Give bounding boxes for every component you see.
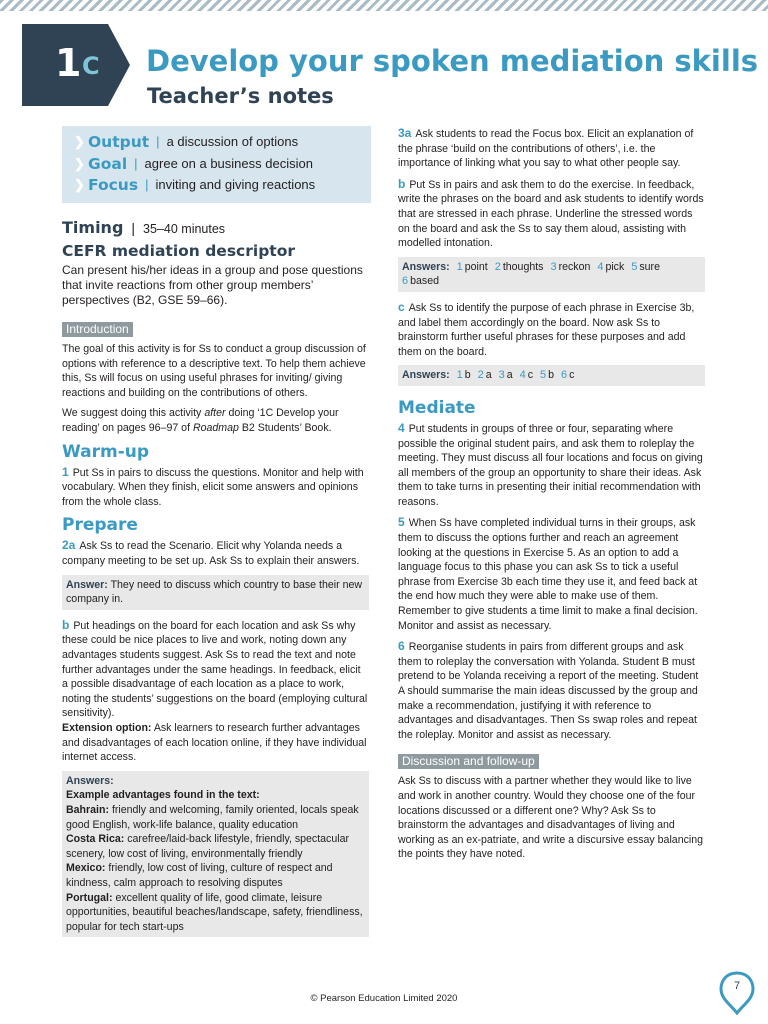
answer-number: 3 <box>550 260 557 273</box>
timing <box>62 217 369 237</box>
extension-option <box>62 721 369 765</box>
cefr-heading: CEFR mediation descriptor <box>62 242 295 261</box>
item-number: 5 <box>398 515 405 530</box>
answer-word: reckon <box>558 260 591 273</box>
lesson-row-goal <box>74 154 365 176</box>
warmup-heading: Warm-up <box>62 441 150 462</box>
item-3c <box>398 300 705 359</box>
page-subtitle: Teacher’s notes <box>147 84 334 108</box>
answer-letter: c <box>569 369 575 382</box>
extension-label: Extension option: <box>62 721 152 734</box>
answer-word: pick <box>605 260 625 273</box>
extension-text: Ask learners to research further advantages and disadvantages of each location online, if they have individual internet access. <box>62 721 367 764</box>
answer-entry <box>66 803 365 832</box>
answer-entry <box>66 891 365 935</box>
answers-label: Answers: <box>402 260 450 273</box>
item-text: Ask Ss to read the Scenario. Elicit why Yolanda needs a company meeting to be set up. Ask Ss to explain their answers. <box>62 540 360 568</box>
item-4 <box>398 421 705 510</box>
answer-word: based <box>410 275 439 288</box>
answer-number: 4 <box>519 369 526 382</box>
answer-letter: a <box>506 369 513 382</box>
answer-place: Bahrain: <box>66 803 109 816</box>
right-column <box>398 126 705 868</box>
item-text: Ask students to read the Focus box. Elicit an explanation of the phrase ‘build on the contributions of others’, i.e. the importance of linking what you say to what other people say. <box>398 128 694 170</box>
answers-subheading: Example advantages found in the text: <box>66 789 260 802</box>
discussion-text: Ask Ss to discuss with a partner whether they would like to live and work in another country. Would they choose one of the four locations discussed or a different one? Why? Ask Ss to brainstorm the advantages and disadvantages of living and working as an ex-patriate, and write a discursive essay balancing the points they have noted. <box>398 775 704 861</box>
answers-label: Answers: <box>66 774 114 787</box>
lesson-badge <box>22 24 130 106</box>
introduction-tag: Introduction <box>62 322 133 337</box>
divider: | <box>131 219 136 236</box>
answer-letter: a <box>485 369 492 382</box>
item-text: Put headings on the board for each location and ask Ss why these could be nice places to live and work, noting down any advantages students suggest. Ask Ss to read the text and note further advantages under the same headings. In feedback, elicit a possible disadvantage of each location as a place to work, noting the students’ suggestions on the board (employing cultural sensitivity). <box>62 619 368 720</box>
lesson-row-output <box>74 132 365 154</box>
answer-place: Portugal: <box>66 891 113 904</box>
cefr-text: Can present his/her ideas in a group and pose questions that invite reactions from other group members’ perspectives (B2, GSE 59–66). <box>62 263 363 308</box>
answer-number: 2 <box>477 369 484 382</box>
introduction-suggestion <box>62 406 369 435</box>
answer-number: 5 <box>631 260 638 273</box>
lesson-value: a discussion of options <box>166 134 299 150</box>
answer-place: Costa Rica: <box>66 833 125 846</box>
item-3b <box>398 177 705 251</box>
timing-value: 35–40 minutes <box>143 221 226 236</box>
intro-text-part: B2 Students’ Book. <box>238 422 332 435</box>
answer-number: 6 <box>402 275 409 288</box>
answer-letter: c <box>527 369 534 382</box>
timing-label: Timing <box>62 217 124 237</box>
lesson-label: Output <box>88 133 150 152</box>
answer-box-2a <box>62 575 369 610</box>
answer-letter: b <box>548 369 554 382</box>
mediate-heading: Mediate <box>398 397 476 418</box>
copyright: © Pearson Education Limited 2020 <box>310 993 458 1004</box>
intro-text-part: doing ‘1C Develop your reading’ on pages 96–97 of <box>62 407 339 435</box>
lesson-summary-box <box>62 126 371 203</box>
answer-box-2b <box>62 771 369 938</box>
page-number: 7 <box>733 980 741 992</box>
intro-book-title: Roadmap <box>192 422 239 435</box>
left-column <box>62 126 369 945</box>
item-3a <box>398 126 705 171</box>
answer-number: 6 <box>560 369 568 382</box>
answer-number: 5 <box>539 369 547 382</box>
answer-word: point <box>464 260 488 273</box>
introduction-text: The goal of this activity is for Ss to conduct a group discussion of options with reference to a descriptive text. To help them achieve this, Ss will focus on using useful phrases for inviting/ giving reactions and building on the contributions of others. <box>62 343 366 399</box>
item-number: 4 <box>398 420 405 435</box>
item-6 <box>398 639 705 742</box>
item-text: Put students in groups of three or four, separating where possible the original student pairs, and ask them to roleplay the meeting. They must discuss all four locations and focus on giving all members of the group an opportunity to share their ideas. Ask them to take turns in presenting their initial recommendation with reasons. <box>398 422 703 508</box>
prepare-heading: Prepare <box>62 515 138 536</box>
answer-number: 1 <box>456 369 463 382</box>
item-text: When Ss have completed individual turns in their groups, ask them to discuss the options further and reach an agreement looking at the questions in Exercise 5. As an option to add a language focus to this phase you can ask Ss to tick a useful phrase from Exercise 3b each time they use it, and feed back at the end how much they were able to make use of them. Remember to give students a time limit to make a final decision. Monitor and assist as necessary. <box>398 517 698 632</box>
answer-detail: carefree/laid-back lifestyle, friendly, spectacular scenery, low cost of living, environmentally friendly <box>66 833 350 860</box>
page-pin-icon <box>719 971 755 1015</box>
answer-box-3b <box>398 257 705 292</box>
item-number: 2a <box>62 538 76 553</box>
top-stripe <box>0 0 768 11</box>
answer-number: 1 <box>456 260 463 273</box>
answer-letter: b <box>464 369 471 382</box>
page-title: Develop your spoken mediation skills <box>146 44 759 78</box>
item-number: 1 <box>62 464 69 479</box>
item-5 <box>398 515 705 633</box>
divider: | <box>145 177 149 193</box>
item-text: Ask Ss to identify the purpose of each phrase in Exercise 3b, and label them accordingly on the board. Now ask Ss to brainstorm further useful phrases for these purposes and add them on the board. <box>398 301 695 358</box>
answer-number: 4 <box>597 260 604 273</box>
chevron-right-icon: ❯ <box>74 177 85 193</box>
answer-number: 3 <box>498 369 505 382</box>
badge-number: 1 <box>55 41 82 85</box>
prepare-item-b <box>62 618 369 721</box>
answer-entry <box>66 832 365 861</box>
answer-detail: friendly, low cost of living, culture of respect and kindness, calm approach to resolving disputes <box>66 862 333 889</box>
item-text: Put Ss in pairs and ask them to do the exercise. In feedback, write the phrases on the board and ask students to identify words that are stressed in each phrase. Underline the stressed words on the board and ask the Ss to say them aloud, assisting with modelled intonation. <box>398 178 704 250</box>
item-text: Reorganise students in pairs from different groups and ask them to roleplay the conversation with Yolanda. Student B must pretend to be Yolanda receiving a report of the meeting. Student A should summarise the main ideas discussed by the group and make a recommendation, justifying it with reference to advantages and disadvantages. Then Ss swap roles and repeat the roleplay. Monitor and assist as necessary. <box>398 641 699 741</box>
answer-place: Mexico: <box>66 862 106 875</box>
answer-entry <box>66 861 365 890</box>
item-number: b <box>398 176 406 191</box>
warmup-item <box>62 465 369 510</box>
lesson-value: agree on a business decision <box>144 155 313 171</box>
prepare-item-2a <box>62 538 369 568</box>
item-number: 3a <box>398 126 412 140</box>
chevron-right-icon: ❯ <box>74 134 85 150</box>
lesson-row-focus <box>74 175 365 197</box>
intro-emphasis: after <box>204 407 226 420</box>
answer-detail: friendly and welcoming, family oriented, locals speak good English, work-life balance, quality education <box>66 803 359 831</box>
lesson-label: Goal <box>88 154 128 173</box>
discussion-tag: Discussion and follow-up <box>398 754 539 769</box>
lesson-value: inviting and giving reactions <box>155 177 316 193</box>
intro-text-part: We suggest doing this activity <box>62 407 205 420</box>
item-number: 6 <box>398 639 405 654</box>
answer-word: thoughts <box>502 260 544 273</box>
item-text: Put Ss in pairs to discuss the questions. Monitor and help with vocabulary. When they finish, elicit some answers and opinions from the whole class. <box>62 466 364 508</box>
answers-label: Answers: <box>402 369 450 382</box>
chevron-right-icon: ❯ <box>74 155 85 171</box>
item-number: c <box>398 299 405 314</box>
item-number: b <box>62 617 70 632</box>
badge-letter: C <box>82 52 100 80</box>
answer-box-3c <box>398 365 705 386</box>
answer-label: Answer: <box>66 578 108 591</box>
answer-number: 2 <box>494 260 501 273</box>
divider: | <box>134 155 138 171</box>
lesson-label: Focus <box>88 176 139 195</box>
answer-text: They need to discuss which country to base their new company in. <box>66 578 363 606</box>
answer-word: sure <box>639 260 660 273</box>
answer-detail: excellent quality of life, good climate, leisure opportunities, beautiful beaches/landscape, safety, friendliness, popular for tech start-ups <box>66 891 363 933</box>
divider: | <box>156 134 160 150</box>
